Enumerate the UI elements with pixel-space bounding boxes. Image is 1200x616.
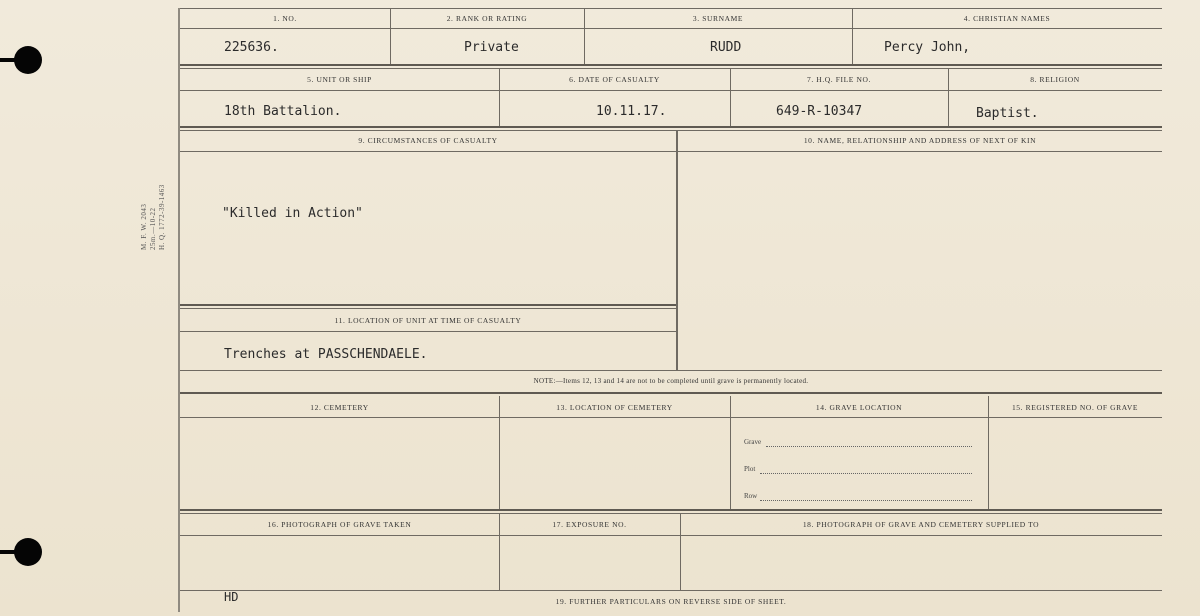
rule	[676, 130, 678, 370]
label-date-casualty: 6. DATE OF CASUALTY	[569, 75, 660, 84]
row-field-line	[760, 500, 972, 501]
rule	[180, 308, 676, 309]
label-exposure-no: 17. EXPOSURE NO.	[552, 520, 627, 529]
label-location-unit: 11. LOCATION OF UNIT AT TIME OF CASUALTY	[334, 316, 522, 325]
value-location-unit: Trenches at PASSCHENDAELE.	[224, 347, 428, 362]
rule	[180, 509, 1162, 511]
grave-field-label: Grave	[744, 438, 762, 446]
plot-field-line	[760, 473, 972, 474]
rule	[180, 331, 676, 332]
printer-note-line-2: 25m.—10-22	[149, 207, 157, 250]
rule	[180, 126, 1162, 128]
rule	[180, 304, 676, 306]
rule	[730, 396, 731, 509]
label-no: 1. NO.	[273, 14, 297, 23]
label-surname: 3. SURNAME	[692, 14, 744, 23]
label-grave-location: 14. GRAVE LOCATION	[815, 403, 903, 412]
value-christian-names: Percy John,	[884, 40, 971, 55]
label-cemetery: 12. CEMETERY	[310, 403, 369, 412]
rule	[180, 370, 1162, 371]
rule	[180, 513, 1162, 514]
label-further-particulars: 19. FURTHER PARTICULARS ON REVERSE SIDE OF SHEET.	[555, 597, 787, 606]
punch-hole-tab-bottom	[0, 550, 22, 554]
label-unit: 5. UNIT OR SHIP	[307, 75, 372, 84]
rule	[180, 28, 1162, 29]
value-no: 225636.	[224, 40, 279, 55]
label-hq-file: 7. H.Q. FILE NO.	[807, 75, 871, 84]
rule	[988, 396, 989, 509]
label-photo-taken: 16. PHOTOGRAPH OF GRAVE TAKEN	[267, 520, 412, 529]
label-location-cemetery: 13. LOCATION OF CEMETERY	[556, 403, 673, 412]
printer-note-line-1: M. F. W. 2043	[140, 203, 148, 250]
label-religion: 8. RELIGION	[1030, 75, 1080, 84]
rule	[180, 130, 1162, 131]
rule	[180, 68, 1162, 69]
rule	[180, 590, 1162, 591]
label-rank: 2. RANK OR RATING	[446, 14, 528, 23]
row-field-label: Row	[744, 492, 758, 500]
label-next-of-kin: 10. NAME, RELATIONSHIP AND ADDRESS OF NEXT OF KIN	[803, 136, 1037, 145]
value-date-casualty: 10.11.17.	[596, 104, 667, 119]
label-photo-supplied: 18. PHOTOGRAPH OF GRAVE AND CEMETERY SUPPLIED TO	[802, 520, 1040, 529]
rule	[180, 90, 1162, 91]
rule	[499, 396, 500, 509]
grave-field-line	[766, 446, 972, 447]
note-items: NOTE:—Items 12, 13 and 14 are not to be completed until grave is permanently located.	[533, 377, 809, 385]
printer-note	[140, 184, 167, 250]
value-surname: RUDD	[710, 40, 742, 55]
printer-note-line-3: H. Q. 1772-39-1463	[158, 184, 166, 250]
rule	[180, 417, 1162, 418]
value-initials: HD	[224, 590, 239, 604]
plot-field-label: Plot	[744, 465, 756, 473]
rule	[180, 535, 1162, 536]
label-christian-names: 4. CHRISTIAN NAMES	[963, 14, 1051, 23]
value-circumstances: "Killed in Action"	[222, 206, 363, 221]
rule	[180, 392, 1162, 394]
value-hq-file: 649-R-10347	[776, 104, 863, 119]
label-registered-no: 15. REGISTERED NO. OF GRAVE	[1011, 403, 1139, 412]
label-circumstances: 9. CIRCUMSTANCES OF CASUALTY	[358, 136, 498, 145]
rule	[180, 8, 1162, 9]
value-rank: Private	[464, 40, 519, 55]
punch-hole-tab-top	[0, 58, 22, 62]
value-religion: Baptist.	[976, 106, 1039, 121]
rule	[180, 64, 1162, 66]
value-unit: 18th Battalion.	[224, 104, 342, 119]
rule	[180, 151, 1162, 152]
